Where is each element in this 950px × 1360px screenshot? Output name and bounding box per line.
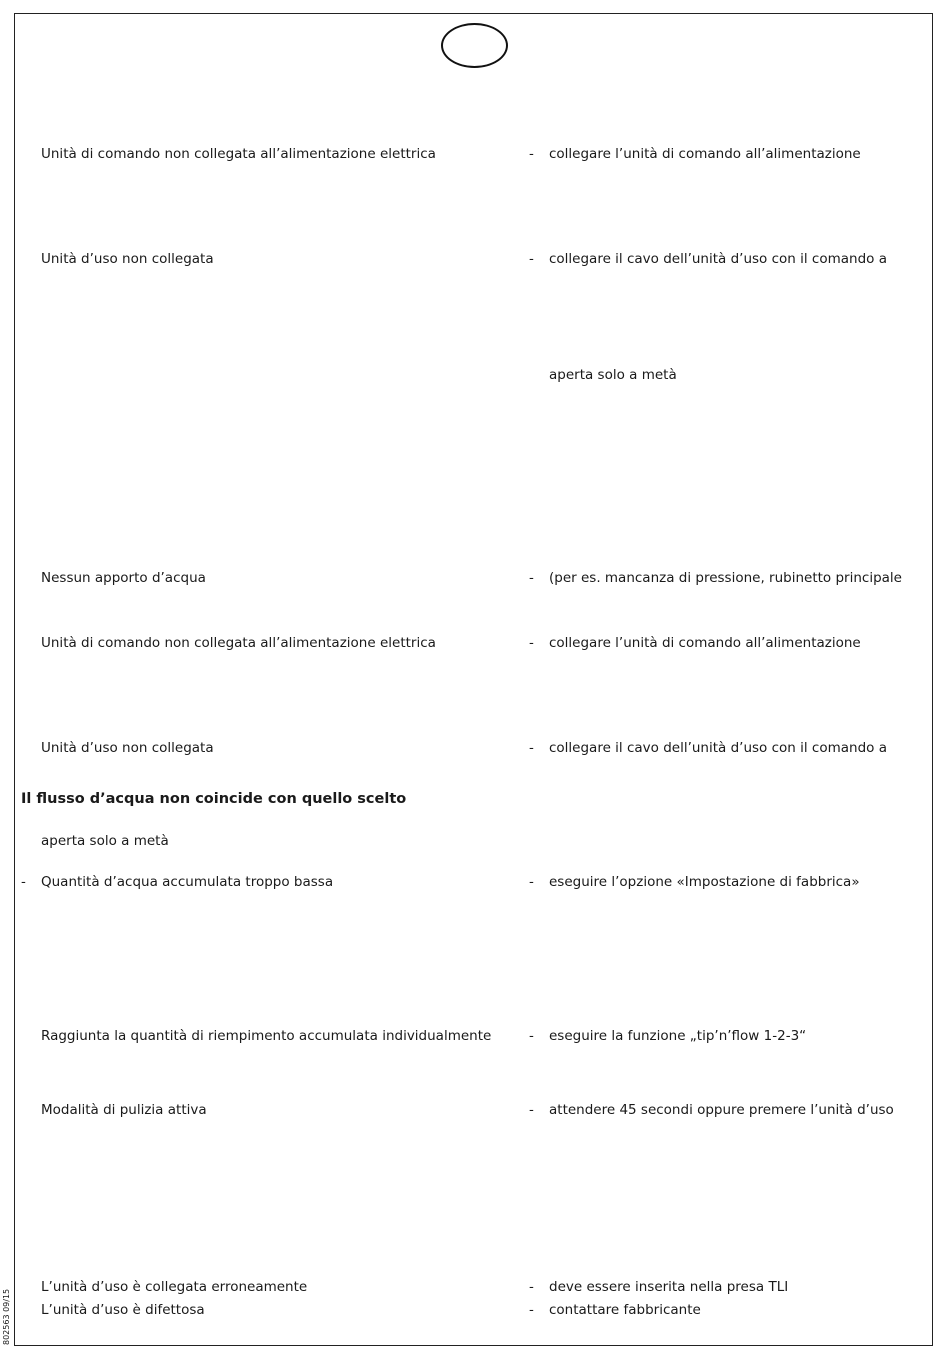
remedy-text: collegare il cavo dell’unità d’uso con il comando a	[549, 251, 887, 267]
remedy-text: eseguire la funzione „tip’n’flow 1-2-3“	[549, 1028, 807, 1044]
remedy-text: deve essere inserita nella presa TLI	[549, 1279, 789, 1295]
remedy-dash: -	[529, 740, 534, 756]
cause-text: L’unità d’uso è collegata erroneamente	[41, 1279, 308, 1295]
cause-text: Unità d’uso non collegata	[41, 251, 214, 267]
remedy-dash: -	[529, 146, 534, 162]
remedy-text: contattare fabbricante	[549, 1302, 701, 1318]
cause-text: Raggiunta la quantità di riempimento accumulata individualmente	[41, 1028, 492, 1044]
cause-text: Nessun apporto d’acqua	[41, 570, 206, 586]
cause-text: Unità di comando non collegata all’alimentazione elettrica	[41, 146, 436, 162]
remedy-dash: -	[529, 1279, 534, 1295]
remedy-text: (per es. mancanza di pressione, rubinetto principale	[549, 570, 902, 586]
remedy-dash: -	[529, 1102, 534, 1118]
cause-dash: -	[21, 874, 26, 890]
remedy-dash: -	[529, 1028, 534, 1044]
remedy-dash: -	[529, 1302, 534, 1318]
language-oval-marker	[441, 23, 508, 68]
remedy-dash: -	[529, 874, 534, 890]
remedy-dash: -	[529, 251, 534, 267]
document-code: 802563 09/15	[2, 1288, 11, 1345]
cause-text: L’unità d’uso è difettosa	[41, 1302, 205, 1318]
cause-text: aperta solo a metà	[41, 833, 169, 849]
remedy-dash: -	[529, 570, 534, 586]
remedy-text: collegare l’unità di comando all’alimentazione	[549, 635, 861, 651]
page-frame	[14, 13, 933, 1346]
remedy-text: collegare il cavo dell’unità d’uso con il comando a	[549, 740, 887, 756]
cause-text: Quantità d’acqua accumulata troppo bassa	[41, 874, 334, 890]
section-heading: Il flusso d’acqua non coincide con quello scelto	[21, 791, 407, 807]
remedy-text: eseguire l’opzione «Impostazione di fabbrica»	[549, 874, 860, 890]
cause-text: Unità di comando non collegata all’alimentazione elettrica	[41, 635, 436, 651]
remedy-text: attendere 45 secondi oppure premere l’unità d’uso	[549, 1102, 894, 1118]
remedy-text: aperta solo a metà	[549, 367, 677, 383]
cause-text: Unità d’uso non collegata	[41, 740, 214, 756]
remedy-text: collegare l’unità di comando all’alimentazione	[549, 146, 861, 162]
cause-text: Modalità di pulizia attiva	[41, 1102, 207, 1118]
remedy-dash: -	[529, 635, 534, 651]
